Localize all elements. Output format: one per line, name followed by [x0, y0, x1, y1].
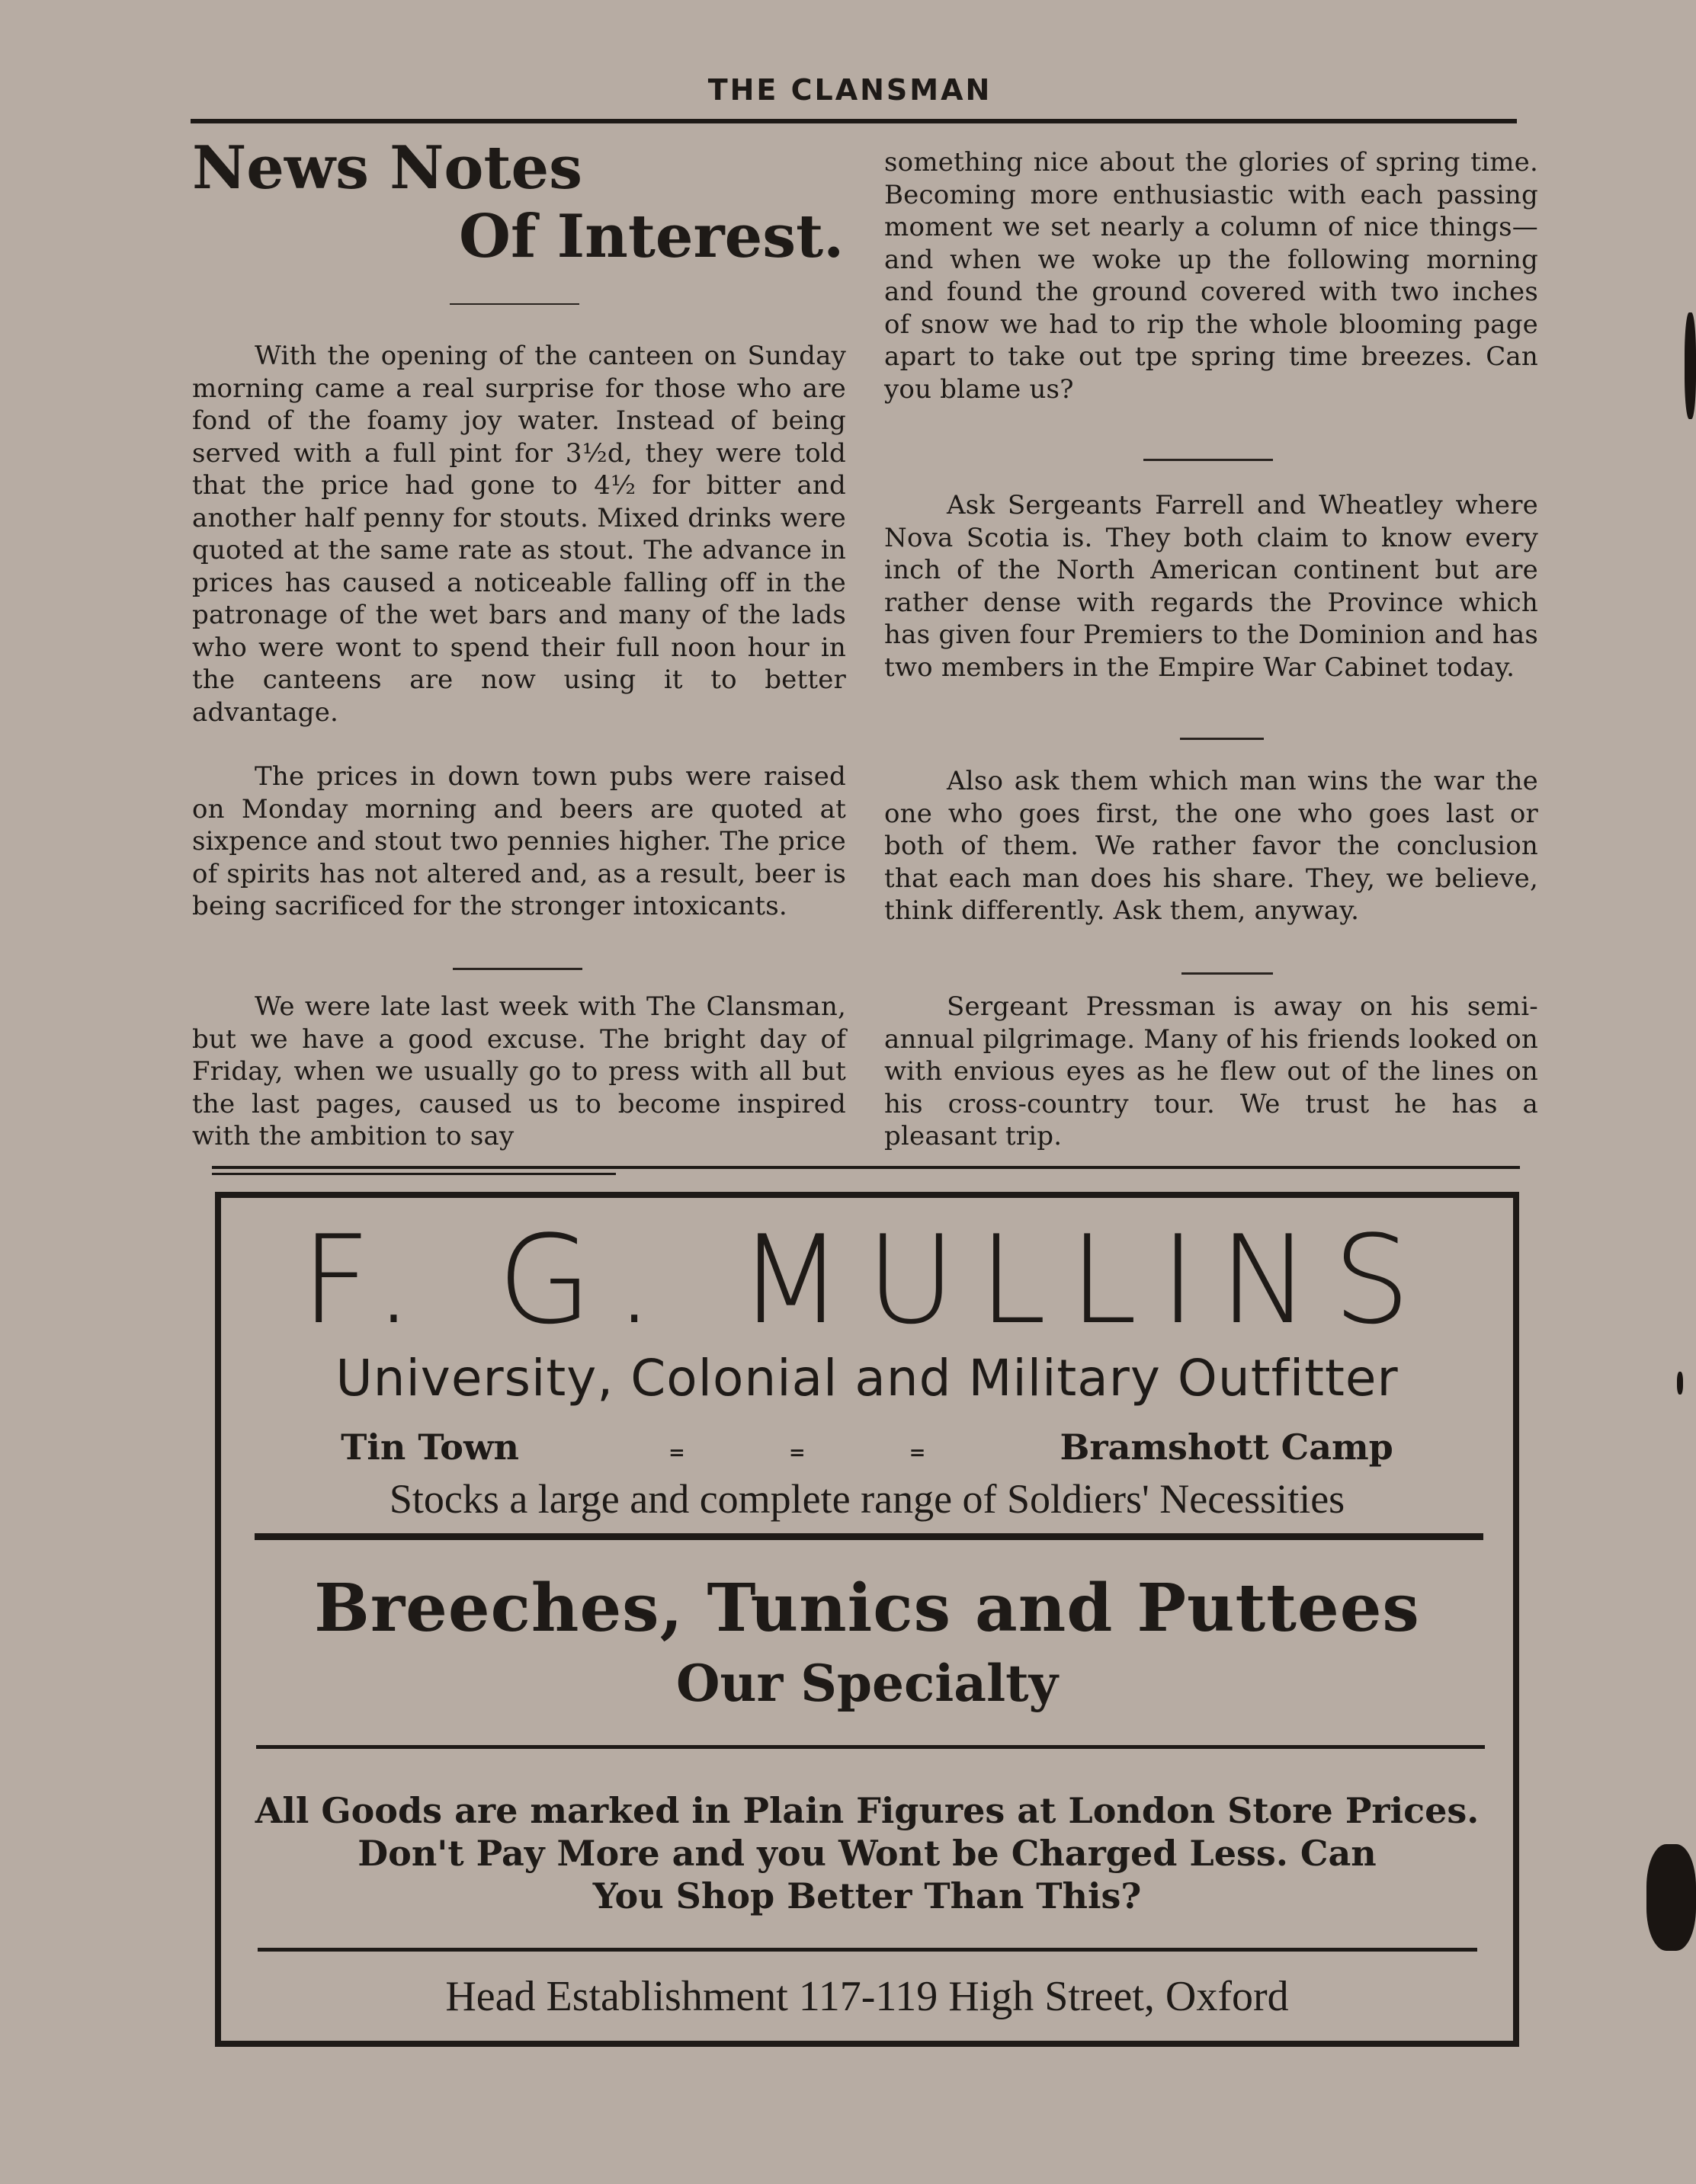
binding-mark-2	[1677, 1372, 1683, 1395]
location-dash-1: =	[668, 1442, 685, 1465]
ad-rule-1	[255, 1533, 1483, 1540]
binding-mark-3	[1646, 1844, 1696, 1951]
right-paragraph-1: something nice about the glories of spring time. Becoming more enthusiastic with each passing moment we set nearly a column of nice things—and when we woke up the following morning and found the ground covered with two inches of snow we had to rip the whole blooming page apart to take out tpe spring time breezes. Can you blame us?	[884, 147, 1538, 405]
right-paragraph-3: Also ask them which man wins the war the one who goes first, the one who goes last or both of them. We rather favor the conclusion that each man does his share. They, we believe, think differently. Ask them, anyway.	[884, 766, 1538, 926]
article-title-line-2: Of Interest.	[459, 202, 845, 271]
location-left: Tin Town	[341, 1427, 519, 1468]
stock-line: Stocks a large and complete range of Soldiers' Necessities	[389, 1476, 1345, 1522]
right-paragraph-2: Ask Sergeants Farrell and Wheatley where Nova Scotia is. They both claim to know every inch of the North American continent but are rather dense with regards the Province which has given four Premiers to the Dominion and has two members in the Empire War Cabinet today.	[884, 490, 1538, 683]
article-bottom-rule	[212, 1166, 1520, 1169]
article-bottom-rule-2	[212, 1173, 616, 1175]
ad-notice-line-3: You Shop Better Than This?	[592, 1875, 1142, 1917]
left-paragraph-3: We were late last week with The Clansman, but we have a good excuse. The bright day of Friday, when we usually go to press with all but the last pages, caused us to become inspired with the ambition to say	[192, 991, 846, 1151]
ad-notice	[215, 1789, 1519, 1917]
left-paragraph-1: With the opening of the canteen on Sunday morning came a real surprise for those who are fond of the foamy joy water. Instead of being served with a full pint for 3½d, they were told that the price had gone to 4½ for bitter and another half penny for stouts. Mixed drinks were quoted at the same rate as stout. The advance in prices has caused a noticeable falling off in the patronage of the wet bars and many of the lads who were wont to spend their full noon hour in the canteens are now using it to better advantage.	[192, 341, 846, 728]
right-divider-3	[1181, 972, 1273, 975]
ad-rule-3	[258, 1948, 1477, 1952]
location-line	[215, 1427, 1519, 1468]
right-divider-2	[1180, 738, 1264, 740]
location-dash-2: =	[788, 1442, 806, 1465]
advertiser-name: F. G. MULLINS	[300, 1209, 1434, 1351]
location-right: Bramshott Camp	[1060, 1427, 1393, 1468]
location-dash-3: =	[909, 1442, 926, 1465]
left-divider	[453, 968, 582, 970]
ad-subheadline: Our Specialty	[676, 1654, 1058, 1713]
left-paragraph-2: The prices in down town pubs were raised on Monday morning and beers are quoted at sixpence and stout two pennies higher. The price of spirits has not altered and, as a result, beer is being sacrificed for the stronger intoxicants.	[192, 761, 846, 921]
ad-notice-line-2: Don't Pay More and you Wont be Charged Less. Can	[357, 1833, 1377, 1874]
ad-address: Head Establishment 117-119 High Street, Oxford	[445, 1973, 1289, 2020]
header-rule	[191, 119, 1517, 123]
ad-headline: Breeches, Tunics and Puttees	[314, 1570, 1420, 1647]
ad-notice-line-1: All Goods are marked in Plain Figures at London Store Prices.	[255, 1790, 1480, 1831]
advertiser-tagline: University, Colonial and Military Outfitter	[335, 1349, 1399, 1407]
right-divider-1	[1143, 459, 1273, 461]
ad-rule-2	[256, 1745, 1485, 1749]
title-divider	[450, 303, 579, 305]
right-paragraph-4: Sergeant Pressman is away on his semi-annual pilgrimage. Many of his friends looked on with envious eyes as he flew out of the lines on his cross-country tour. We trust he has a pleasant trip.	[884, 991, 1538, 1151]
running-head: THE CLANSMAN	[707, 73, 992, 107]
article-title-line-1: News Notes	[192, 133, 583, 203]
binding-mark-1	[1685, 312, 1696, 419]
